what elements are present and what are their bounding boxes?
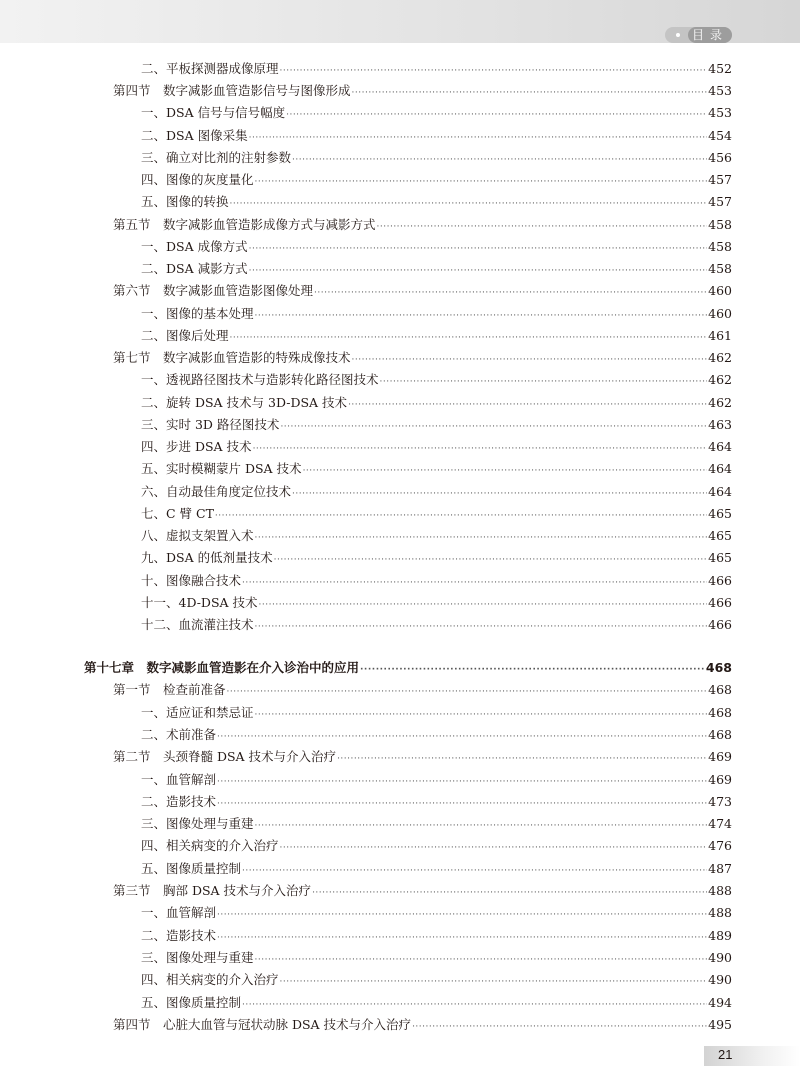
entry-page-number: 465	[708, 550, 732, 566]
entry-title: 三、实时 3D 路径图技术	[141, 416, 280, 432]
toc-item-entry	[141, 948, 732, 968]
entry-page-number: 489	[708, 927, 732, 943]
toc-section-entry	[113, 81, 732, 101]
entry-title: 一、血管解剖	[141, 771, 217, 787]
entry-title: 第四节 数字减影血管造影信号与图像形成	[113, 83, 351, 99]
toc-item-entry	[141, 859, 732, 879]
toc-item-entry	[141, 571, 732, 591]
entry-title: 第三节 胸部 DSA 技术与介入治疗	[113, 883, 312, 898]
entry-title: 二、DSA 减影方式	[141, 261, 248, 277]
bullet-icon	[676, 33, 680, 37]
dot-leader	[259, 595, 708, 615]
entry-page-number: 453	[708, 105, 732, 121]
dot-leader	[249, 128, 708, 148]
entry-page-number: 468	[708, 682, 732, 698]
dot-leader	[215, 506, 707, 526]
toc-item-entry	[141, 148, 732, 168]
dot-leader	[314, 283, 707, 303]
entry-page-number: 458	[708, 261, 732, 277]
entry-title: 第四节 心脏大血管与冠状动脉 DSA 技术与介入治疗	[113, 1016, 412, 1032]
toc-item-entry	[141, 836, 732, 856]
entry-page-number: 473	[708, 793, 732, 809]
dot-leader	[255, 306, 708, 326]
entry-page-number: 495	[708, 1016, 732, 1032]
dot-leader	[360, 660, 705, 680]
entry-title: 五、图像的转换	[141, 194, 229, 210]
dot-leader	[377, 217, 708, 237]
entry-title: 四、步进 DSA 技术	[141, 439, 252, 455]
entry-title: 二、造影技术	[141, 793, 217, 809]
entry-page-number: 462	[708, 350, 732, 366]
entry-page-number: 469	[708, 749, 732, 765]
page-number-box	[704, 1046, 800, 1066]
toc-chapter-entry	[84, 658, 732, 678]
entry-title: 一、血管解剖	[141, 905, 217, 921]
entry-page-number: 464	[708, 439, 732, 455]
entry-page-number: 462	[708, 372, 732, 388]
dot-leader	[255, 172, 708, 192]
entry-page-number: 456	[708, 149, 732, 165]
toc-section-entry	[113, 680, 732, 700]
entry-title: 四、图像的灰度量化	[141, 172, 254, 188]
entry-title: 二、旋转 DSA 技术与 3D-DSA 技术	[141, 394, 348, 410]
dot-leader	[280, 61, 708, 81]
toc-section-entry	[113, 348, 732, 368]
entry-page-number: 490	[708, 949, 732, 965]
toc-item-entry	[141, 170, 732, 190]
dot-leader	[312, 883, 707, 903]
toc-item-entry	[141, 526, 732, 546]
dot-leader	[242, 861, 707, 881]
entry-title: 二、平板探测器成像原理	[141, 61, 279, 76]
entry-page-number: 461	[708, 327, 732, 343]
entry-page-number: 457	[708, 194, 732, 210]
entry-page-number: 465	[708, 505, 732, 521]
dot-leader	[292, 484, 707, 504]
toc-section-entry	[113, 881, 732, 901]
toc-item-entry	[141, 703, 732, 723]
entry-page-number: 458	[708, 216, 732, 232]
dot-leader	[242, 573, 707, 593]
entry-page-number: 454	[708, 127, 732, 143]
toc-section-entry	[113, 281, 732, 301]
entry-page-number: 476	[708, 838, 732, 854]
entry-page-number: 468	[705, 660, 732, 675]
toc-item-entry	[141, 814, 732, 834]
entry-title: 二、术前准备	[141, 726, 217, 742]
toc-item-entry	[141, 792, 732, 812]
entry-title: 一、适应证和禁忌证	[141, 704, 254, 720]
dot-leader	[230, 194, 708, 214]
toc-item-entry	[141, 548, 732, 568]
toc-item-entry	[141, 725, 732, 745]
toc-item-entry	[141, 192, 732, 212]
entry-page-number: 488	[708, 905, 732, 921]
toc-item-entry	[141, 370, 732, 390]
dot-leader	[280, 972, 708, 992]
entry-page-number: 458	[708, 238, 732, 254]
entry-page-number: 465	[708, 528, 732, 544]
entry-page-number: 463	[708, 416, 732, 432]
entry-page-number: 468	[708, 704, 732, 720]
entry-page-number: 466	[708, 572, 732, 588]
toc-item-entry	[141, 393, 732, 413]
entry-page-number: 494	[708, 994, 732, 1010]
dot-leader	[253, 439, 708, 459]
dot-leader	[286, 105, 707, 125]
entry-title: 五、图像质量控制	[141, 994, 242, 1010]
entry-title: 第一节 检查前准备	[113, 682, 226, 698]
dot-leader	[255, 816, 708, 836]
toc-item-entry	[141, 926, 732, 946]
entry-title: 第五节 数字减影血管造影成像方式与减影方式	[113, 216, 376, 232]
dot-leader	[242, 995, 707, 1015]
dot-leader	[274, 550, 708, 570]
dot-leader	[217, 905, 707, 925]
toc-item-entry	[141, 504, 732, 524]
entry-page-number: 474	[708, 816, 732, 832]
entry-page-number: 460	[708, 305, 732, 321]
dot-leader	[255, 705, 708, 725]
dot-leader	[352, 350, 708, 370]
dot-leader	[255, 617, 708, 637]
toc-item-entry	[141, 103, 732, 123]
toc-section-entry	[113, 215, 732, 235]
section-label: 目录	[688, 27, 732, 43]
entry-title: 三、确立对比剂的注射参数	[141, 149, 292, 165]
dot-leader	[337, 749, 707, 769]
entry-page-number: 457	[708, 172, 732, 188]
toc-item-entry	[141, 415, 732, 435]
entry-title: 一、DSA 信号与信号幅度	[141, 105, 286, 121]
dot-leader	[227, 682, 708, 702]
toc-item-entry	[141, 903, 732, 923]
entry-title: 三、图像处理与重建	[141, 949, 254, 965]
entry-page-number: 487	[708, 860, 732, 876]
entry-page-number: 466	[708, 617, 732, 632]
entry-page-number: 464	[708, 461, 732, 477]
dot-leader	[352, 83, 708, 103]
dot-leader	[348, 395, 707, 415]
dot-leader	[217, 772, 707, 792]
entry-title: 一、透视路径图技术与造影转化路径图技术	[141, 372, 379, 388]
entry-page-number: 452	[708, 61, 732, 76]
dot-leader	[380, 372, 708, 392]
toc-item-entry	[141, 437, 732, 457]
entry-title: 十一、4D-DSA 技术	[141, 594, 258, 610]
entry-page-number: 453	[708, 83, 732, 99]
dot-leader	[280, 838, 708, 858]
entry-title: 三、图像处理与重建	[141, 816, 254, 832]
toc-item-entry	[141, 126, 732, 146]
dot-leader	[255, 528, 708, 548]
toc-item-entry	[141, 593, 732, 613]
entry-title: 六、自动最佳角度定位技术	[141, 483, 292, 499]
entry-title: 二、图像后处理	[141, 327, 229, 343]
entry-page-number: 488	[708, 883, 732, 898]
toc-section-entry	[113, 1015, 732, 1035]
entry-title: 九、DSA 的低剂量技术	[141, 550, 273, 566]
entry-title: 第六节 数字减影血管造影图像处理	[113, 283, 314, 299]
section-tab	[665, 27, 732, 43]
entry-title: 第七节 数字减影血管造影的特殊成像技术	[113, 350, 351, 366]
entry-title: 二、DSA 图像采集	[141, 127, 248, 143]
entry-title: 第十七章 数字减影血管造影在介入诊治中的应用	[84, 660, 360, 675]
entry-page-number: 469	[708, 771, 732, 787]
entry-title: 五、图像质量控制	[141, 860, 242, 876]
toc-item-entry	[141, 770, 732, 790]
entry-title: 八、虚拟支架置入术	[141, 528, 254, 544]
dot-leader	[217, 928, 707, 948]
dot-leader	[280, 417, 707, 437]
toc-section-entry	[113, 747, 732, 767]
dot-leader	[217, 727, 707, 747]
dot-leader	[230, 328, 708, 348]
toc-item-entry	[141, 304, 732, 324]
entry-title: 一、DSA 成像方式	[141, 238, 248, 254]
toc-item-entry	[141, 326, 732, 346]
toc-item-entry	[141, 993, 732, 1013]
entry-page-number: 460	[708, 283, 732, 299]
page-number: 21	[718, 1047, 733, 1062]
dot-leader	[292, 150, 707, 170]
entry-page-number: 466	[708, 594, 732, 610]
toc-item-entry	[141, 59, 732, 79]
toc-item-entry	[141, 237, 732, 257]
entry-title: 四、相关病变的介入治疗	[141, 838, 279, 854]
toc-item-entry	[141, 259, 732, 279]
toc-item-entry	[141, 459, 732, 479]
entry-title: 七、C 臂 CT	[141, 505, 214, 521]
entry-title: 五、实时模糊蒙片 DSA 技术	[141, 461, 302, 477]
entry-title: 十、图像融合技术	[141, 572, 242, 588]
entry-title: 四、相关病变的介入治疗	[141, 972, 279, 988]
entry-title: 十二、血流灌注技术	[141, 617, 254, 632]
dot-leader	[249, 239, 708, 259]
toc-item-entry	[141, 970, 732, 990]
toc-item-entry	[141, 482, 732, 502]
entry-page-number: 468	[708, 726, 732, 742]
entry-page-number: 490	[708, 972, 732, 988]
dot-leader	[255, 950, 708, 970]
dot-leader	[217, 794, 707, 814]
dot-leader	[303, 461, 708, 481]
entry-title: 一、图像的基本处理	[141, 305, 254, 321]
toc-item-entry	[141, 615, 732, 635]
entry-title: 二、造影技术	[141, 927, 217, 943]
dot-leader	[249, 261, 708, 281]
entry-title: 第二节 头颈脊髓 DSA 技术与介入治疗	[113, 749, 337, 765]
entry-page-number: 464	[708, 483, 732, 499]
dot-leader	[412, 1017, 707, 1037]
entry-page-number: 462	[708, 394, 732, 410]
